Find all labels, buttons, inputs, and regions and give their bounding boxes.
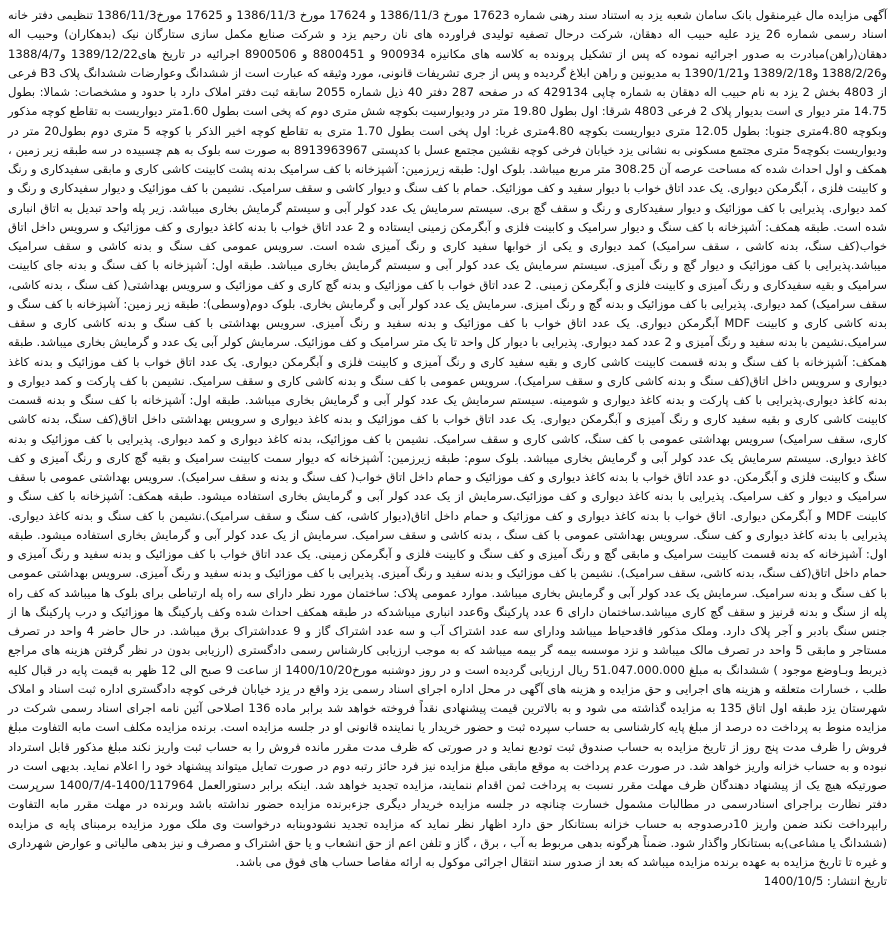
publication-date: تاریخ انتشار: 1400/10/5 bbox=[763, 874, 887, 889]
auction-notice-body: آگهی مزایده مال غیرمنقول بانک سامان شعبه یزد به استناد سند رهنی شماره 17623 مورخ 1386/11/3 و 17624 مورخ 1386/11/3 و 17625 مورخ1386/11/3 تنظیمی دفتر خانه اسناد رسمی شماره 26 یزد علیه حبیب اله دهقان، شرکت درحال تصفیه تولیدی فراورده های نان رحیم یزد و شرکت صنایع مکمل سازی ستارگان نیک (بدهکاران) وحبیب اله دهقان(راهن)مبادرت به صدور اجرائیه نموده که پس از تشکیل پرونده به کلاسه های مکانیزه 900934 و 8800451 و 8900506 اجرائیه در تاریخ های1389/12/22 و1388/4/7 و1388/2/26 و1389/2/18 و1390/1/21 به مدیونین و راهن ابلاغ گردیده و پس از جری تشریفات قانونی، مورد وثیقه که عبارت است از ششدانگ وعوارضات ششدانگ پلاک B3 فرعی از 4803 بخش 2 یزد به نام حبیب اله دهقان به شماره چاپی 429134 که در صفحه 287 دفتر 40 ذیل شماره 2055 سابقه ثبت دفتر املاک دارد با حدود و مشخصات: شمالا: بطول 14.75 متر دیوار ی است بدیوار پلاک 2 فرعی 4803 شرقا: اول بطول 19.80 متر در ودیوارسیت بکوچه شش متری دوم که پخی است بطول 1.60متر دیواریست به تقاطع کوچه مذکور وبکوچه 4.80متری جنوبا: بطول 12.05 متری دیواریست بکوچه 4.80متری غربا: اول پخی است بطول 1.70 متری به تقاطع کوچه اخیر الذکر با کوچه 5 متری دوم بطول20 متر در ودیواریست بکوچه5 متری مجتمع مسکونی به نشانی یزد خیابان فرخی کوچه نقشین مجتمع عسل با کدپستی 8913963967 به صورت سه بلوک به هم چسبیده در سه طبقه زیر زمین ، همکف و اول احداث شده که مساحت عرصه آن 308.25 متر مربع میباشد. بلوک اول: طبقه زیرزمین: آشپزخانه با کف سرامیک بدنه پشت کابینت کاشی کاری و مابقی سفیدکاری و رنگ و کابینت فلزی ، آبگرمکن دیواری. یک عدد اتاق خواب با دیوار سفید و کف موزائیک. حمام با کف سنگ و دیوار کاشی و سقف سرامیک. نشیمن با کف موزائیک و دیوار سفیدکاری و رنگ و کمد دیواری. پذیرایی با کف موزائیک و دیوار سفیدکاری و رنگ و سقف گچ بری. سیستم سرمایش یک عدد کولر آبی و سیستم گرمایش بخاری میباشد. زیر پله واحد تبدیل به اتاق انباری شده است. طبقه همکف: آشپزخانه با کف سنگ و دیوار سرامیک و کابینت فلزی و آبگرمکن زمینی ایستاده و 2 عدد اتاق خواب با بدنه کاغذ دیواری و کف موزائیک و سرویس داخل اتاق خواب(کف سنگ، بدنه کاشی ، سقف سرامیک) کمد دیواری و یکی از خوابها سفید کاری و رنگ آمیزی شده است. سرویس عمومی کف سنگ و بدنه کاشی و سقف سرامیک میباشد.پذیرایی با کف موزائیک و دیوار گچ و رنگ آمیزی. سیستم سرمایش یک عدد کولر آبی و سیستم گرمایش بخاری میباشد. طبقه اول: آشپزخانه با کف سنگ و بدنه جای کابینت سرامیک و بقیه سفیدکاری و رنگ آمیزی و کابینت فلزی و آبگرمکن زمینی. 2 عدد اتاق خواب با کف موزائیک و بدنه گچ کاری و کف موزائیک و سرویس بهداشتی( کف سنگ ، بدنه کاشی، سقف سرامیک) کمد دیواری. پذیرایی با کف موزائیک و بدنه گچ و رنگ امیزی. سرمایش یک عدد کولر آبی و گرمایش بخاری. بلوک دوم(وسطی): طبقه زیر زمین: آشپزخانه با کف سنگ و بدنه کاشی کاری و کابینت MDF آبگرمکن دیواری. یک عدد اتاق خواب با کف موزائیک و بدنه سفید و رنگ آمیزی. سرویس بهداشتی با کف سنگ و بدنه کاشی کاری و سقف سرامیک.نشیمن با بدنه سفید و رنگ آمیزی و 2 عدد کمد دیواری. پذیرایی با دیوار کل واحد تا یک متر سرامیک و کف موزائیک. سرمایش کولر آبی یک عدد و گرمایش بخاری میباشد. طبقه همکف: آشپزخانه با کف سنگ و بدنه قسمت کابینت کاشی کاری و بقیه سفید کاری و رنگ آمیزی و کابینت فلزی و آبگرمکن دیواری. یک عدد اتاق خواب با کف موزائیک و بدنه کاغذ دیواری و سرویس داخل اتاق(کف سنگ و بدنه کاشی کاری و سقف سرامیک). سرویس عمومی با کف سنگ و بدنه کاشی کاری و سقف سرامیک. نشیمن با کف پارکت و کمد دیواری و بدنه کاغذ دیواری.پذیرایی با کف پارکت و بدنه کاغذ دیواری و شومینه. سیستم سرمایش یک عدد کولر آبی و گرمایش بخاری میباشد. طبقه اول: آشپزخانه با کف سنگ و بدنه قسمت کابینت کاشی کاری و بقیه سفید کاری و رنگ آمیزی و آبگرمکن دیواری. یک عدد اتاق خواب با کف موزائیک و بدنه کاغذ دیواری و سرویس بهداشتی داخل اتاق(کف سنگ، بدنه کاشی کاری، سقف سرامیک) سرویس بهداشتی عمومی با کف سنگ، کاشی کاری و سقف سرامیک. نشیمن با کف موزائیک، بدنه کاغذ دیواری و کمد دیواری. پذیرایی با کف موزائیک و بدنه کاغذ دیواری. سیستم سرمایش یک عدد کولر آبی و گرمایش بخاری میباشد. بلوک سوم: طبقه زیرزمین: آشپزخانه که دیوار سمت کابینت سرامیک و بقیه گچ کاری و رنگ آمیزی و کف سنگ و کابینت فلزی و آبگرمکن. دو عدد اتاق خواب با بدنه کاغذ دیواری و کف موزائیک و حمام داخل اتاق خواب( کف سنگ و بدنه و سقف سرامیک). سرویس بهداشتی عمومی با سقف سرامیک و دیوار و کف سرامیک. پذیرایی با بدنه کاغذ دیواری و کف موزائیک.سرمایش از یک عدد کولر آبی و گرمایش بخاری استفاده میشود. طبقه همکف: آشپزخانه با کف سنگ و کابینت MDF و آبگرمکن دیواری. اتاق خواب با بدنه کاغذ دیواری و کف موزائیک و حمام داخل اتاق(دیوار کاشی، کف سنگ و سقف سرامیک).نشیمن با کف سنگ و بدنه کاغذ دیواری. پذیرایی با بدنه کاغذ دیواری و کف سنگ. سرویس بهداشتی عمومی با کف سنگ ، بدنه کاشی و سقف سرامیک. سرمایش از یک عدد کولر آبی و گرمایش بخاری استفاده میشود. طبقه اول: آشپزخانه که بدنه قسمت کابینت سرامیک و مابقی گچ و رنگ آمیزی و کف سنگ و کابینت فلزی و آبگرمکن زمینی. یک عدد اتاق خواب با کف موزائیک و بدنه سفید و رنگ آمیزی و حمام داخل اتاق(کف سنگ، بدنه کاشی، سقف سرامیک). نشیمن با کف موزائیک و بدنه سفید و رنگ آمیزی. پذیرایی با کف موزائیک و بدنه سفید و رنگ آمیزی. سرویس بهداشتی عمومی با کف سنگ و بدنه سرامیک. سرمایش یک عدد کولر آبی و گرمایش بخاری میباشد. موارد عمومی پلاک: ساختمان مورد نظر دارای سه راه پله ارتباطی برای بلوک ها میباشد که کف راه پله از سنگ و بدنه قرنیز و سقف گچ کاری میباشد.ساختمان دارای 6 عدد پارکینگ و6عدد انباری میباشدکه در طبقه همکف احداث شده وکف پارکینگ ها موزائیک و درب پارکینگ ها از جنس سنگ بادبر و آجر پلاک دارد. وملک مذکور فاقدحیاط میباشد ودارای سه عدد اشتراک آب و سه عدد اشتراک گاز و 9 عدداشتراک برق میباشد. در حال حاضر 4 واحد در تصرف مستاجر و مابقی 5 واحد در تصرف مالک میباشد و نزد موسسه بیمه گر بیمه میباشد که به موجب ارزیابی کارشناس رسمی دادگستری (ارزیابی بدون در نظر گرفتن هزینه های مراجع ذیربط وبـاوضع موجود ) ششدانگ به مبلغ 51.047.000.000 ریال ارزیابی گردیده است و در روز دوشنبه مورخ1400/10/20 از ساعت 9 صبح الی 12 ظهر به قیمت پایه در قبال کلیه طلب ، خسارات متعلقه و هزینه های اجرایی و حق مزایده و هزینه های آگهی در محل اداره اجرای اسناد رسمی یزد واقع در یزد خیابان فرخی کوچه دادگستری اداره ثبت اسناد و املاک شهرستان یزد طبقه اول اتاق 135 به مزایده گذاشته می شود و به بالاترین قیمت پیشنهادی نقداً فروخته خواهد شد برابر ماده 136 اصلاحی آئین نامه اجرای اسناد رسمی شرکت در مزایده منوط به پرداخت ده درصد از مبلغ پایه کارشناسی به حساب سپرده ثبت و حضور خریدار یا نماینده قانونی او در جلسه مزایده است. برنده مزایده مکلف است مابه التفاوت مبلغ فروش را ظرف مدت پنج روز از تاریخ مزایده به حساب صندوق ثبت تودیع نماید و در صورتی که ظرف مدت مقرر مانده فروش را به حساب ثبت واریز نکند مبلغ مذکور قابل استرداد نبوده و به حساب خزانه واریز خواهد شد. در صورت عدم پرداخت به موقع مابقی مبلغ مزایده نیز فرد حائز رتبه دوم در صورت تمایل میتواند پیشنهاد خود را اعلام نماید. بدیهی است در صورتیکه هیچ یک از پیشنهاد دهندگان ظرف مهلت مقرر نسبت به پرداخت ثمن اقدام ننمایند، مزایده تجدید خواهد شد. اینکه برابر دستورالعمل 1400/117964-1400/7/4 سرپرست دفتر نظارت براجرای اسنادرسمی در مطالبات مشمول خسارت چنانچه در جلسه مزایده خریدار دیگری جزءبرنده مزایده حضور نداشته باشد وبرنده در مهلت مقرر مابه التفاوت رابپرداخت نکند ضمن واریز 10درصدوجه به حساب خزانه بستانکار حق دارد اظهار نظر نماید که مزایده تجدید نشودوبنابه درخواست وی ملک مورد مزایده برمبنای پایه ی مزایده (ششدانگ یا مشاعی)به بستانکار واگذار شود. ضمناً هرگونه بدهی مربوط به آب ، برق ، گاز و تلفن اعم از حق انشعاب و یا حق اشتراک و مصرف و نیز بدهی مالیاتی و عوارض شهرداری و غیره تا تاریخ مزایده به عهده برنده مزایده میباشد که بعد از صدور سند انتقال اجرائی موکول به ارائه مفاصا حساب های فوق می باشد. bbox=[8, 8, 888, 869]
